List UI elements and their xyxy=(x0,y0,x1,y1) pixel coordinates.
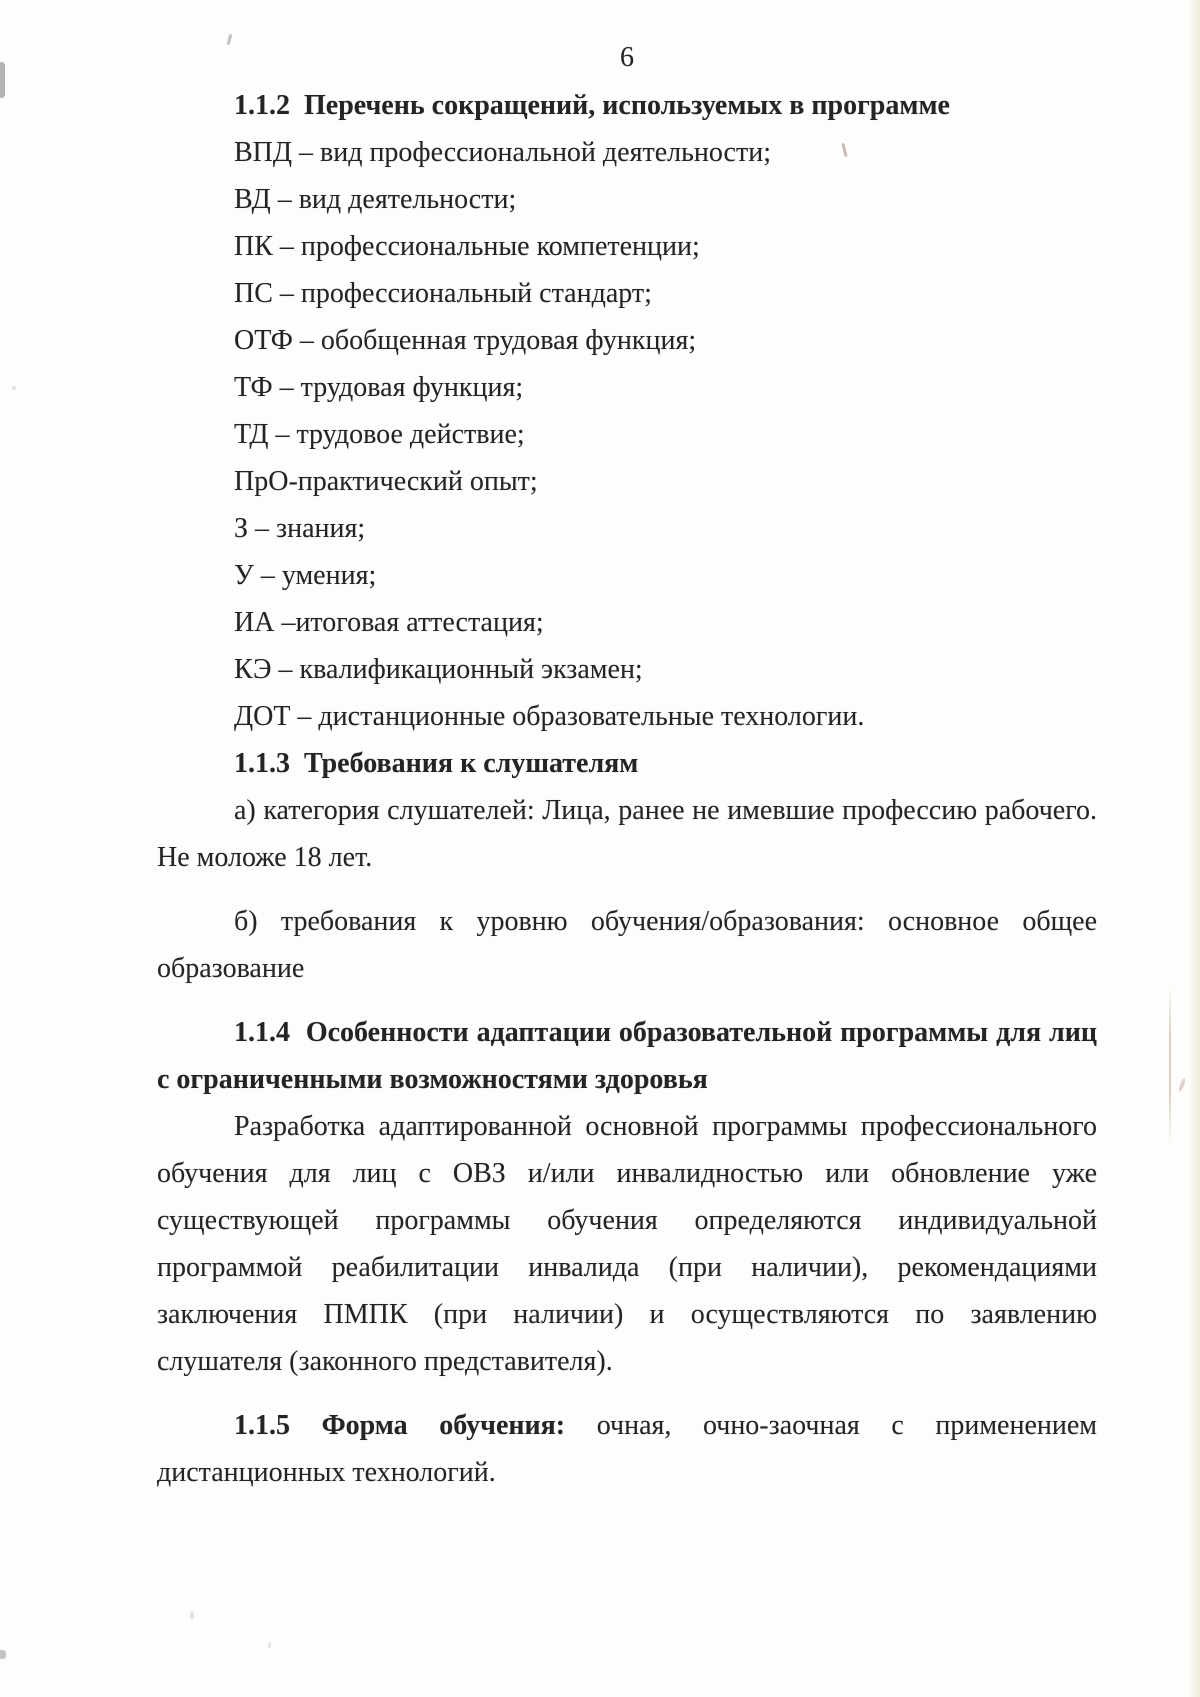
abbreviation-item: ПК – профессиональные компетенции; xyxy=(234,231,700,262)
scan-artifact-dot xyxy=(12,386,16,390)
abbreviation-item: ВПД – вид профессиональной деятельности; xyxy=(234,137,771,168)
paragraph-line: Не моложе 18 лет. xyxy=(157,842,373,873)
heading-line: с ограниченными возможностями здоровья xyxy=(157,1064,708,1095)
paragraph-category xyxy=(157,787,1097,881)
abbreviation-item: ТФ – трудовая функция; xyxy=(234,372,524,403)
document-body xyxy=(157,40,1097,1496)
paragraph-line: б) требования к уровню обучения/образования: основное общее xyxy=(234,906,1097,937)
paragraph-line: Разработка адаптированной основной программы профессионального xyxy=(234,1111,1097,1142)
abbreviation-item: ДОТ – дистанционные образовательные технологии. xyxy=(234,701,865,732)
abbreviation-item: ВД – вид деятельности; xyxy=(234,184,517,215)
study-form-label: 1.1.5 Форма обучения: xyxy=(234,1410,566,1441)
abbreviation-item: ОТФ – обобщенная трудовая функция; xyxy=(234,325,697,356)
abbreviation-item: ПС – профессиональный стандарт; xyxy=(234,278,652,309)
scan-artifact-crease xyxy=(1169,985,1171,1145)
abbreviation-item: ПрО-практический опыт; xyxy=(234,466,538,497)
paragraph-study-form xyxy=(157,1402,1097,1496)
section-heading-1-1-2: 1.1.2 Перечень сокращений, используемых в программе xyxy=(234,90,950,121)
paragraph-line: образование xyxy=(157,953,305,984)
paragraph-line: программой реабилитации инвалида (при наличии), рекомендациями xyxy=(157,1252,1097,1283)
paragraph-line: слушателя (законного представителя). xyxy=(157,1346,613,1377)
paragraph-line: заключения ПМПК (при наличии) и осуществляются по заявлению xyxy=(157,1299,1097,1330)
abbreviation-item: У – умения; xyxy=(234,560,377,591)
paragraph-line: дистанционных технологий. xyxy=(157,1457,496,1488)
section-heading-1-1-4 xyxy=(157,1009,1097,1103)
abbreviation-item: З – знания; xyxy=(234,513,366,544)
abbreviation-list xyxy=(157,129,1097,740)
paragraph-line: а) категория слушателей: Лица, ранее не имевшие профессию рабочего. xyxy=(234,795,1097,826)
paragraph-line xyxy=(157,1402,1097,1449)
scan-artifact-mark xyxy=(1178,1078,1187,1093)
scan-artifact-edge-tick xyxy=(0,62,5,98)
study-form-value: очная, очно-заочная с применением xyxy=(596,1410,1098,1441)
abbreviation-item: КЭ – квалификационный экзамен; xyxy=(234,654,643,685)
abbreviation-item: ТД – трудовое действие; xyxy=(234,419,525,450)
paragraph-line: существующей программы обучения определяются индивидуальной xyxy=(157,1205,1097,1236)
paragraph-adaptation xyxy=(157,1103,1097,1385)
abbreviation-item: ИА –итоговая аттестация; xyxy=(234,607,544,638)
paragraph-line: обучения для лиц с ОВЗ и/или инвалидностью или обновление уже xyxy=(157,1158,1097,1189)
scan-artifact-corner xyxy=(0,1650,6,1659)
scan-artifact-page-edge xyxy=(1188,0,1200,1697)
section-heading-1-1-3: 1.1.3 Требования к слушателям xyxy=(234,748,639,779)
page-number: 6 xyxy=(620,42,634,73)
scan-artifact-speck xyxy=(190,1612,194,1619)
paragraph-education-level xyxy=(157,898,1097,992)
heading-line: 1.1.4 Особенности адаптации образовательной программы для лиц xyxy=(234,1017,1097,1048)
scan-artifact-speck xyxy=(268,1642,271,1648)
